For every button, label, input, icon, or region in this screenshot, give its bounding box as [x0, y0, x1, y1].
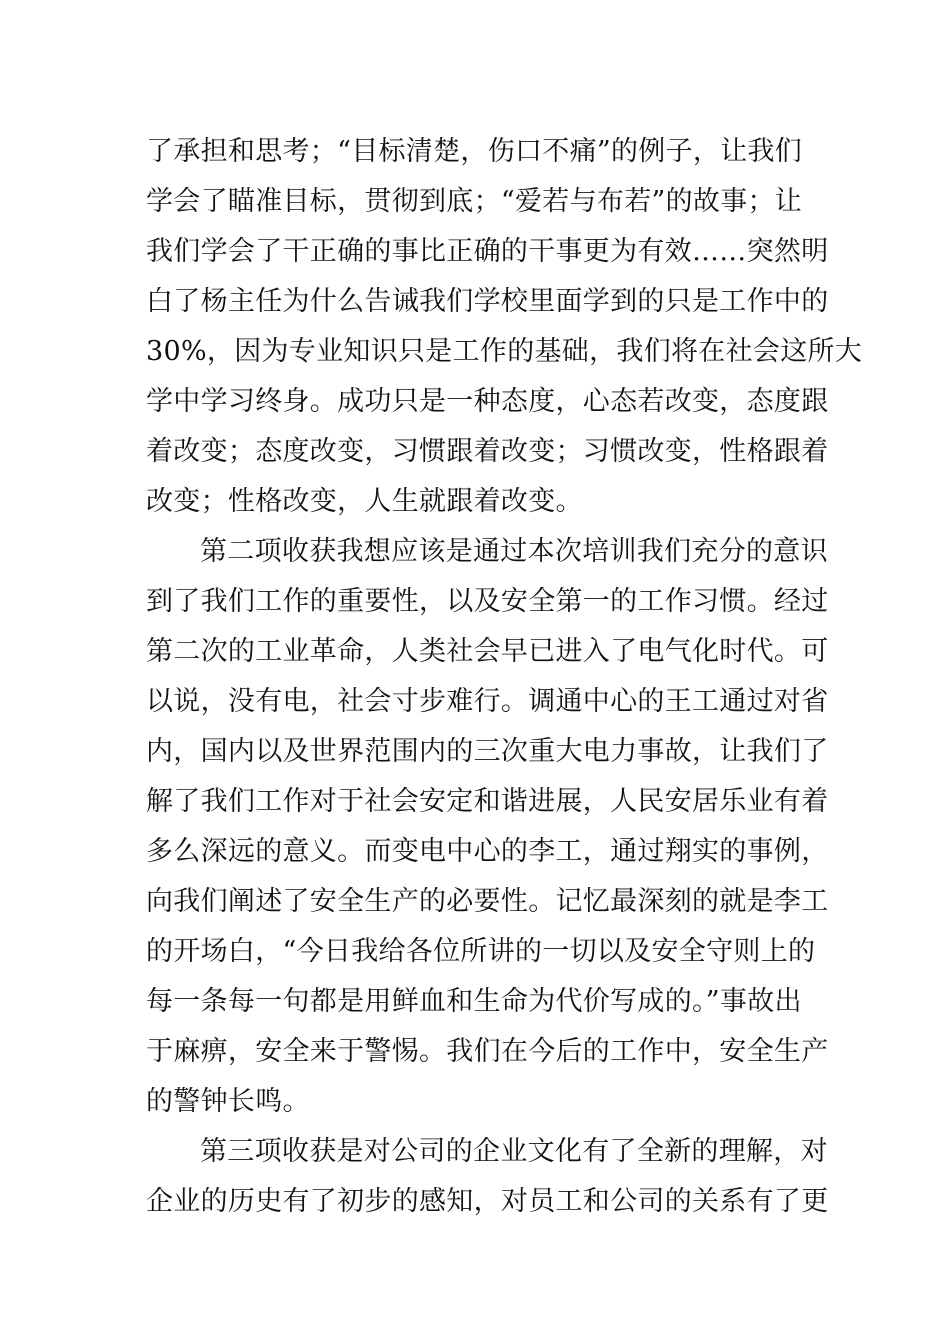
paragraph-2-line-6: 解了我们工作对于社会安定和谐进展，人民安居乐业有着: [146, 786, 829, 817]
paragraph-2-line-2: 到了我们工作的重要性，以及安全第一的工作习惯。经过: [146, 586, 829, 617]
paragraph-1-line-4: 白了杨主任为什么告诫我们学校里面学到的只是工作中的: [146, 286, 829, 317]
paragraph-1-line-8: 改变；性格改变，人生就跟着改变。: [146, 486, 583, 517]
paragraph-2-line-9: 的开场白，“今日我给各位所讲的一切以及安全守则上的: [146, 936, 816, 967]
paragraph-2-line-11: 于麻痹，安全来于警惕。我们在今后的工作中，安全生产: [146, 1036, 829, 1067]
paragraph-2-line-1: 第二项收获我想应该是通过本次培训我们充分的意识: [200, 536, 828, 567]
paragraph-2-line-3: 第二次的工业革命，人类社会早已进入了电气化时代。可: [146, 636, 829, 667]
paragraph-1-line-3: 我们学会了干正确的事比正确的干事更为有效……突然明: [146, 236, 829, 267]
paragraph-3-line-1: 第三项收获是对公司的企业文化有了全新的理解，对: [200, 1136, 828, 1167]
paragraph-2-line-10: 每一条每一句都是用鲜血和生命为代价写成的。”事故出: [146, 986, 802, 1017]
paragraph-2-line-5: 内，国内以及世界范围内的三次重大电力事故，让我们了: [146, 736, 829, 767]
paragraph-1-line-6: 学中学习终身。成功只是一种态度，心态若改变，态度跟: [146, 386, 829, 417]
paragraph-1-line-7: 着改变；态度改变，习惯跟着改变；习惯改变，性格跟着: [146, 436, 829, 467]
paragraph-1-line-1: 了承担和思考；“目标清楚，伤口不痛”的例子，让我们: [146, 136, 803, 167]
paragraph-2-line-12: 的警钟长鸣。: [146, 1086, 310, 1117]
paragraph-2-line-4: 以说，没有电，社会寸步难行。调通中心的王工通过对省: [146, 686, 829, 717]
paragraph-2-line-7: 多么深远的意义。而变电中心的李工，通过翔实的事例，: [146, 836, 829, 867]
paragraph-1-line-5: 30%，因为专业知识只是工作的基础，我们将在社会这所大: [146, 336, 863, 367]
paragraph-3-line-2: 企业的历史有了初步的感知，对员工和公司的关系有了更: [146, 1186, 829, 1217]
paragraph-1-line-2: 学会了瞄准目标，贯彻到底；“爱若与布若”的故事；让: [146, 186, 803, 217]
paragraph-2-line-8: 向我们阐述了安全生产的必要性。记忆最深刻的就是李工: [146, 886, 829, 917]
